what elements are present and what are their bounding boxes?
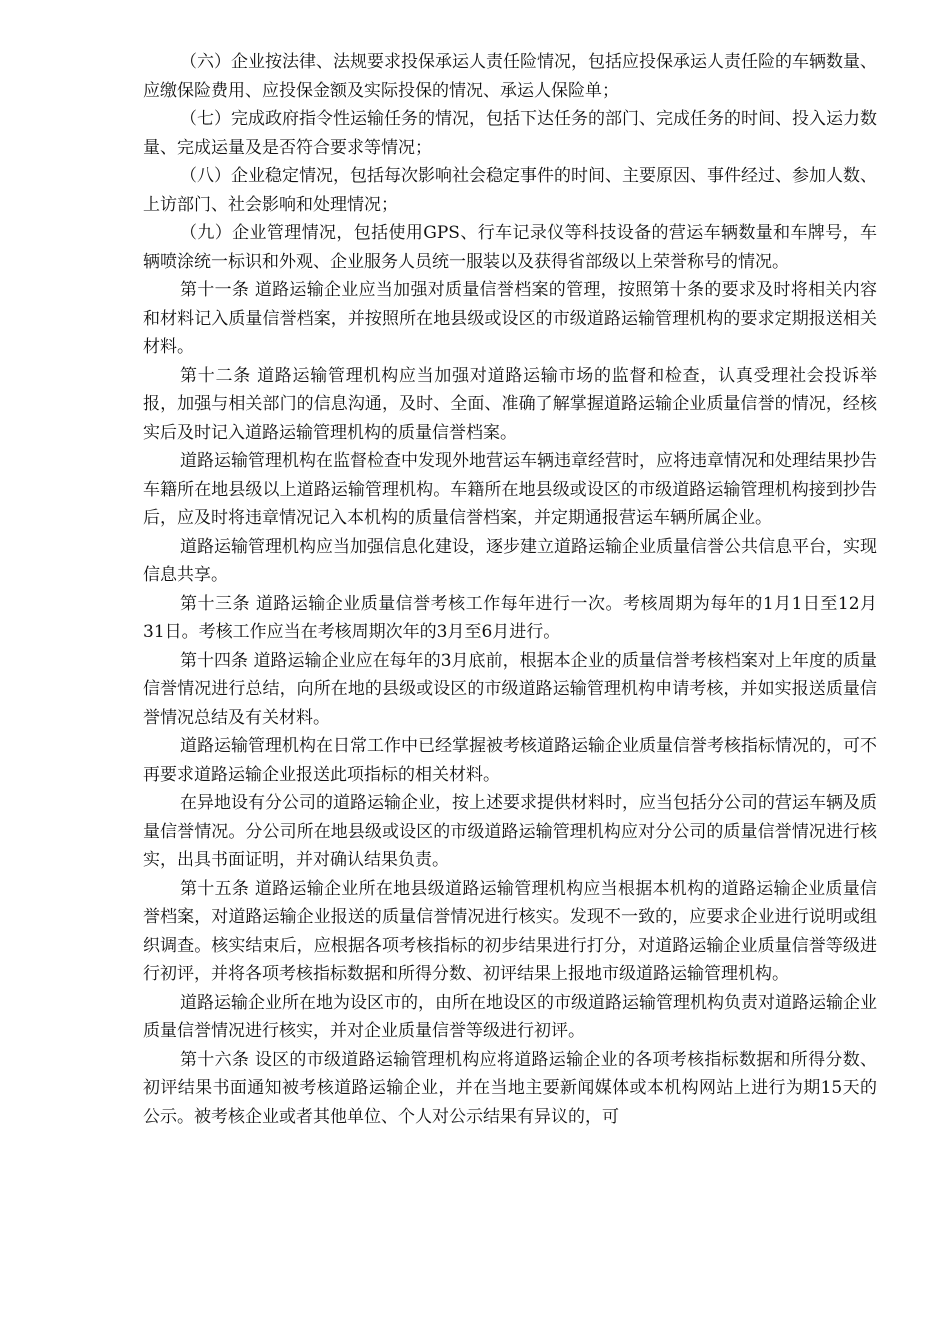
paragraph-article-14-part-2: 道路运输管理机构在日常工作中已经掌握被考核道路运输企业质量信誉考核指标情况的，可不再要求道路运输企业报送此项指标的相关材料。 <box>143 736 877 785</box>
paragraph-article-15: 第十五条 道路运输企业所在地县级道路运输管理机构应当根据本机构的道路运输企业质量信誉档案，对道路运输企业报送的质量信誉情况进行核实。发现不一致的，应要求企业进行说明或组织调查。核实结束后，应根据各项考核指标的初步结果进行打分，对道路运输企业质量信誉等级进行初评，并将各项考核指标数据和所得分数、初评结果上报地市级道路运输管理机构。 <box>143 878 877 984</box>
paragraph-article-13: 第十三条 道路运输企业质量信誉考核工作每年进行一次。考核周期为每年的1月1日至12月31日。考核工作应当在考核周期次年的3月至6月进行。 <box>143 593 877 642</box>
paragraph-article-16: 第十六条 设区的市级道路运输管理机构应将道路运输企业的各项考核指标数据和所得分数、初评结果书面通知被考核道路运输企业，并在当地主要新闻媒体或本机构网站上进行为期15天的公示。被考核企业或者其他单位、个人对公示结果有异议的，可 <box>143 1049 877 1127</box>
paragraph-article-12: 第十二条 道路运输管理机构应当加强对道路运输市场的监督和检查，认真受理社会投诉举报，加强与相关部门的信息沟通，及时、全面、准确了解掌握道路运输企业质量信誉的情况，经核实后及时记入道路运输管理机构的质量信誉档案。 <box>143 365 877 443</box>
paragraph-article-14-part-3: 在异地设有分公司的道路运输企业，按上述要求提供材料时，应当包括分公司的营运车辆及质量信誉情况。分公司所在地县级或设区的市级道路运输管理机构应对分公司的质量信誉情况进行核实，出具书面证明，并对确认结果负责。 <box>143 793 877 870</box>
paragraph-article-14: 第十四条 道路运输企业应在每年的3月底前，根据本企业的质量信誉考核档案对上年度的质量信誉情况进行总结，向所在地的县级或设区的市级道路运输管理机构申请考核，并如实报送质量信誉情况总结及有关材料。 <box>143 650 877 728</box>
paragraph-item-8: （八）企业稳定情况，包括每次影响社会稳定事件的时间、主要原因、事件经过、参加人数、上访部门、社会影响和处理情况； <box>143 166 877 215</box>
paragraph-article-11: 第十一条 道路运输企业应当加强对质量信誉档案的管理，按照第十条的要求及时将相关内容和材料记入质量信誉档案，并按照所在地县级或设区的市级道路运输管理机构的要求定期报送相关材料。 <box>143 280 877 357</box>
paragraph-article-12-part-3: 道路运输管理机构应当加强信息化建设，逐步建立道路运输企业质量信誉公共信息平台，实现信息共享。 <box>143 536 877 585</box>
paragraph-item-9: （九）企业管理情况，包括使用GPS、行车记录仪等科技设备的营运车辆数量和车牌号，车辆喷涂统一标识和外观、企业服务人员统一服装以及获得省部级以上荣誉称号的情况。 <box>143 223 877 272</box>
paragraph-article-15-part-2: 道路运输企业所在地为设区市的，由所在地设区的市级道路运输管理机构负责对道路运输企业质量信誉情况进行核实，并对企业质量信誉等级进行初评。 <box>143 992 877 1041</box>
paragraph-article-12-part-2: 道路运输管理机构在监督检查中发现外地营运车辆违章经营时，应将违章情况和处理结果抄告车籍所在地县级以上道路运输管理机构。车籍所在地县级或设区的市级道路运输管理机构接到抄告后，应及时将违章情况记入本机构的质量信誉档案，并定期通报营运车辆所属企业。 <box>143 451 877 528</box>
paragraph-item-7: （七）完成政府指令性运输任务的情况，包括下达任务的部门、完成任务的时间、投入运力数量、完成运量及是否符合要求等情况； <box>143 109 877 158</box>
document-page <box>143 48 877 1131</box>
paragraph-item-6: （六）企业按法律、法规要求投保承运人责任险情况，包括应投保承运人责任险的车辆数量、应缴保险费用、应投保金额及实际投保的情况、承运人保险单； <box>143 52 877 101</box>
